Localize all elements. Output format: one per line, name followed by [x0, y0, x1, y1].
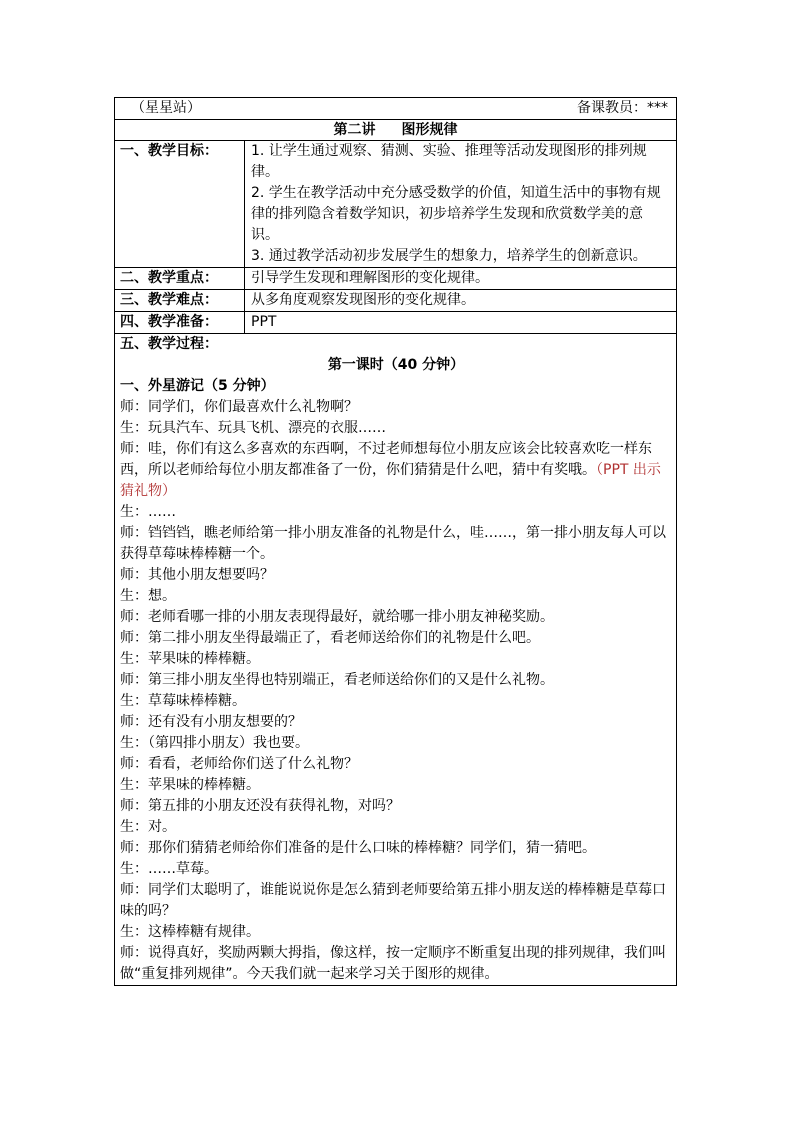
dialogue-line: 生：草莓味棒棒糖。	[120, 693, 246, 709]
dialogue-line: 生：对。	[120, 819, 176, 835]
difficulty-label: 三、教学难点：	[115, 290, 245, 311]
objective-item: 3. 通过教学活动初步发展学生的想象力，培养学生的创新意识。	[251, 248, 647, 264]
dialogue-line: 师：同学们太聪明了，谁能说说你是怎么猜到老师要给第五排小朋友送的棒棒糖是草莓口味的吗？	[120, 882, 666, 919]
lecture-number: 第二讲	[333, 122, 376, 138]
dialogue-line: 师：其他小朋友想要吗？	[120, 567, 274, 583]
dialogue-line: 生：（第四排小朋友）我也要。	[120, 735, 309, 751]
objective-item: 2. 学生在教学活动中充分感受数学的价值，知道生活中的事物有规律的排列隐含着数学知识，初步培养学生发现和欣赏数学美的意识。	[251, 185, 661, 243]
difficulty-row	[115, 290, 676, 312]
dialogue-line: 师：第五排的小朋友还没有获得礼物，对吗？	[120, 798, 400, 814]
dialogue-line: 生：苹果味的棒棒糖。	[120, 777, 260, 793]
objective-item: 1. 让学生通过观察、猜测、实验、推理等活动发现图形的排列规律。	[251, 143, 647, 180]
dialogue-line: 生：想。	[120, 588, 176, 604]
dialogue-line: 师：还有没有小朋友想要的？	[120, 714, 302, 730]
preparation-label: 四、教学准备：	[115, 312, 245, 333]
objectives-label: 一、教学目标：	[115, 141, 245, 267]
section-title: 一、外星游记（5 分钟）	[120, 378, 275, 394]
header-row	[115, 98, 676, 120]
dialogue-line: 师：第二排小朋友坐得最端正了，看老师送给你们的礼物是什么吧。	[120, 630, 540, 646]
lecture-title	[115, 120, 676, 141]
dialogue-line	[120, 439, 672, 502]
key-point-value: 引导学生发现和理解图形的变化规律。	[251, 270, 489, 286]
dialogue-line: 师：那你们猜猜老师给你们准备的是什么口味的棒棒糖？同学们，猜一猜吧。	[120, 840, 596, 856]
dialogue-line: 师：同学们，你们最喜欢什么礼物啊？	[120, 399, 358, 415]
preparation-value: PPT	[251, 314, 277, 330]
dialogue-line: 师：看看，老师给你们送了什么礼物？	[120, 756, 358, 772]
lesson-plan-table	[114, 97, 677, 986]
dialogue-line: 生：……草莓。	[120, 861, 218, 877]
objectives-row	[115, 141, 676, 268]
process-section	[115, 334, 676, 985]
process-label: 五、教学过程：	[120, 336, 218, 352]
dialogue-line: 师：老师看哪一排的小朋友表现得最好，就给哪一排小朋友神秘奖励。	[120, 609, 554, 625]
lesson-title: 第一课时（40 分钟）	[327, 357, 465, 373]
dialogue-line: 生：苹果味的棒棒糖。	[120, 651, 260, 667]
dialogue-line: 师：说得真好，奖励两颗大拇指，像这样，按一定顺序不断重复出现的排列规律，我们叫做“重复排列规律”。今天我们就一起来学习关于图形的规律。	[120, 945, 666, 982]
lecture-topic: 图形规律	[401, 122, 458, 138]
ppt-note: （PPT 出示猜礼物）	[120, 462, 661, 499]
difficulty-value: 从多角度观察发现图形的变化规律。	[251, 292, 475, 308]
dialogue-text: 师：哇，你们有这么多喜欢的东西啊，不过老师想每位小朋友应该会比较喜欢吃一样东西，所以老师给每位小朋友都准备了一份，你们猜猜是什么吧，猜中有奖哦。	[120, 441, 652, 478]
key-point-label: 二、教学重点：	[115, 268, 245, 289]
dialogue-line: 生：……	[120, 504, 176, 520]
objectives-list	[245, 141, 676, 267]
dialogue-line: 生：玩具汽车、玩具飞机、漂亮的衣服……	[120, 420, 386, 436]
teacher-label: 备课教员：***	[577, 100, 668, 116]
preparation-row	[115, 312, 676, 334]
key-point-row	[115, 268, 676, 290]
dialogue-line: 师：铛铛铛，瞧老师给第一排小朋友准备的礼物是什么，哇……，第一排小朋友每人可以获得草莓味棒棒糖一个。	[120, 525, 666, 562]
dialogue-line: 生：这棒棒糖有规律。	[120, 924, 260, 940]
dialogue-line: 师：第三排小朋友坐得也特别端正，看老师送给你们的又是什么礼物。	[120, 672, 554, 688]
station-label: （星星站）	[131, 100, 201, 116]
